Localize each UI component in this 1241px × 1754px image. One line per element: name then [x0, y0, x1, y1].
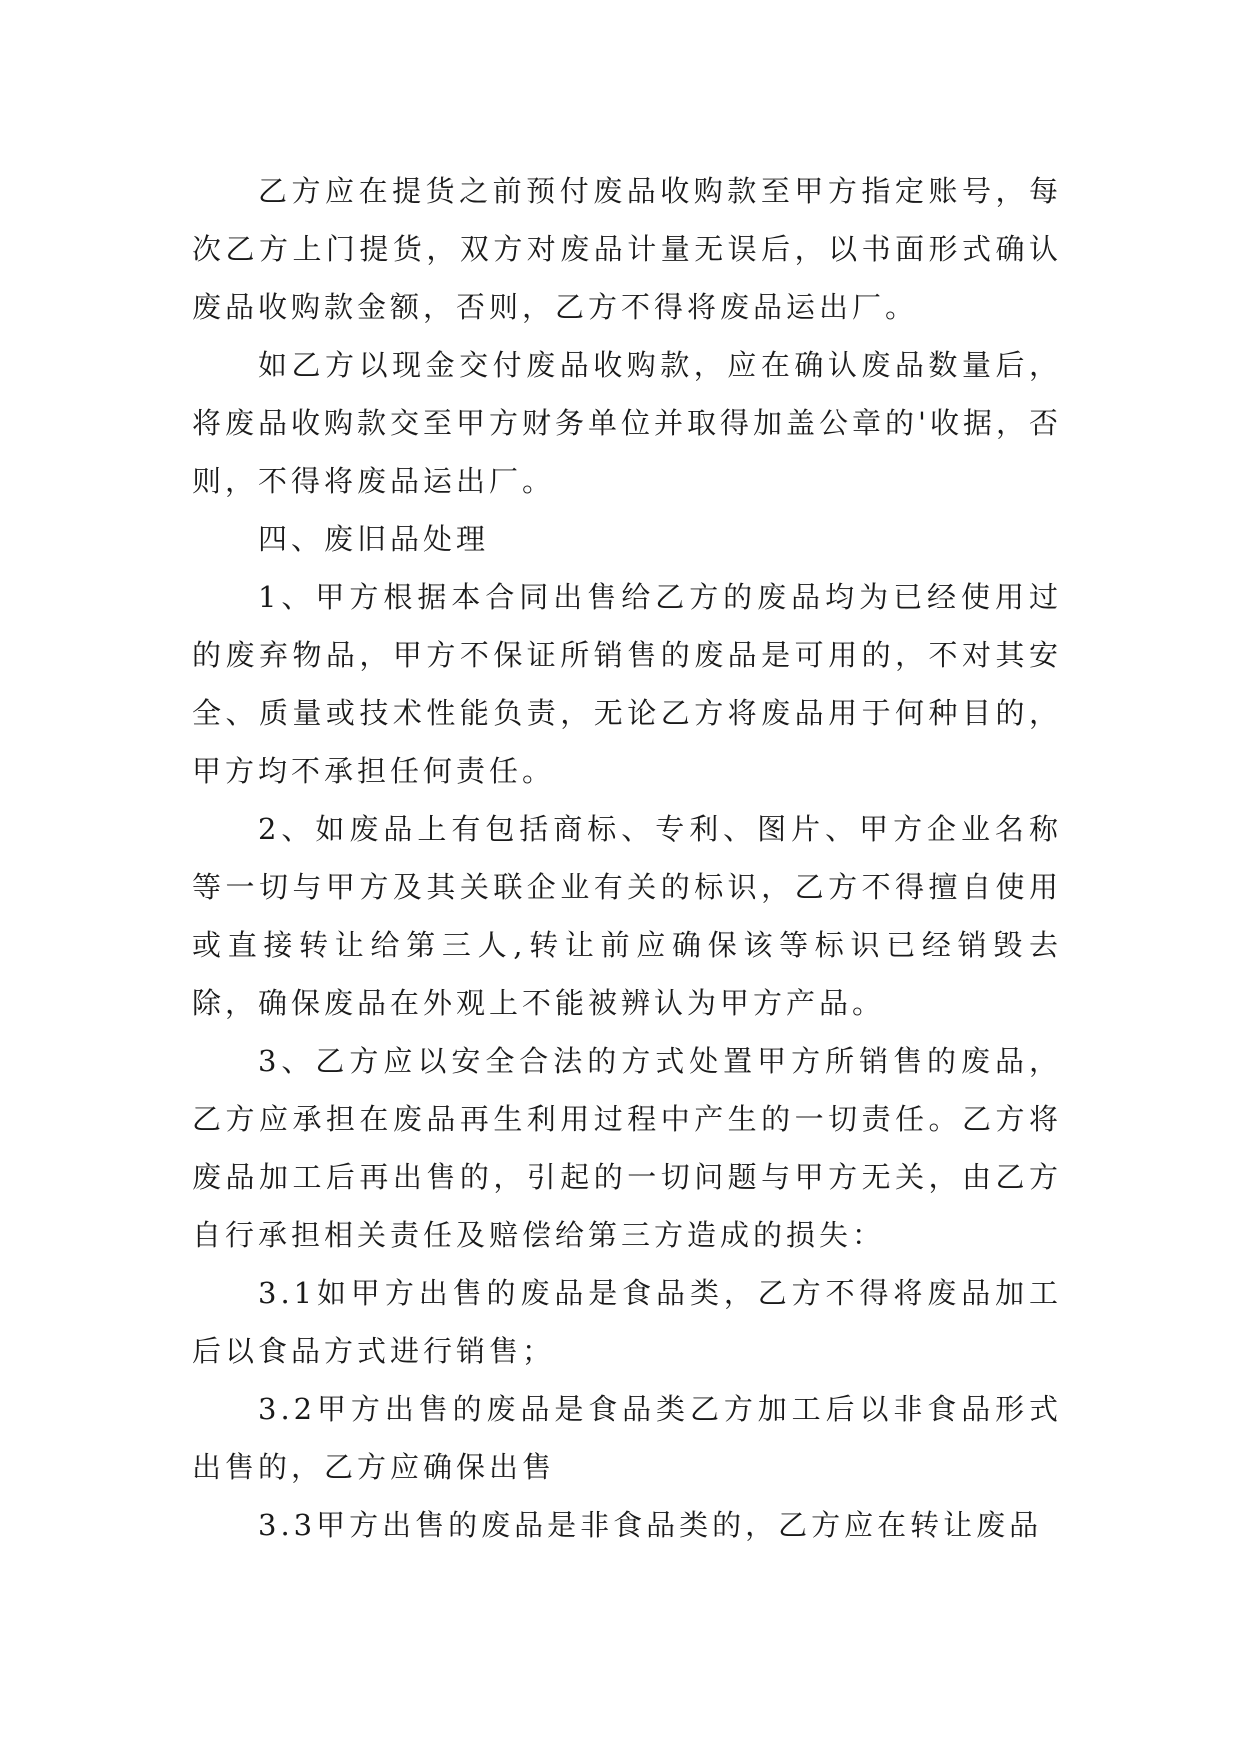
document-body	[192, 162, 1062, 1554]
section-heading-waste-handling: 四、废旧品处理	[258, 522, 490, 556]
clause-3: 3、乙方应以安全合法的方式处置甲方所销售的废品，乙方应承担在废品再生利用过程中产生的一切责任。乙方将废品加工后再出售的，引起的一切问题与甲方无关，由乙方自行承担相关责任及赔偿给第三方造成的损失：	[192, 1044, 1062, 1252]
clause-1: 1、甲方根据本合同出售给乙方的废品均为已经使用过的废弃物品，甲方不保证所销售的废品是可用的，不对其安全、质量或技术性能负责，无论乙方将废品用于何种目的，甲方均不承担任何责任。	[192, 580, 1062, 788]
clause-3-3: 3.3甲方出售的废品是非食品类的，乙方应在转让废品	[258, 1508, 1043, 1542]
clause-3-1: 3.1如甲方出售的废品是食品类，乙方不得将废品加工后以食品方式进行销售；	[192, 1276, 1062, 1368]
clause-2: 2、如废品上有包括商标、专利、图片、甲方企业名称等一切与甲方及其关联企业有关的标识，乙方不得擅自使用或直接转让给第三人,转让前应确保该等标识已经销毁去除，确保废品在外观上不能被辨认为甲方产品。	[192, 812, 1062, 1020]
clause-3-2: 3.2甲方出售的废品是食品类乙方加工后以非食品形式出售的，乙方应确保出售	[192, 1392, 1062, 1484]
paragraph-prepayment: 乙方应在提货之前预付废品收购款至甲方指定账号，每次乙方上门提货，双方对废品计量无误后，以书面形式确认废品收购款金额，否则，乙方不得将废品运出厂。	[192, 174, 1062, 324]
paragraph-cash-payment: 如乙方以现金交付废品收购款，应在确认废品数量后，将废品收购款交至甲方财务单位并取得加盖公章的'收据，否则，不得将废品运出厂。	[192, 348, 1062, 498]
